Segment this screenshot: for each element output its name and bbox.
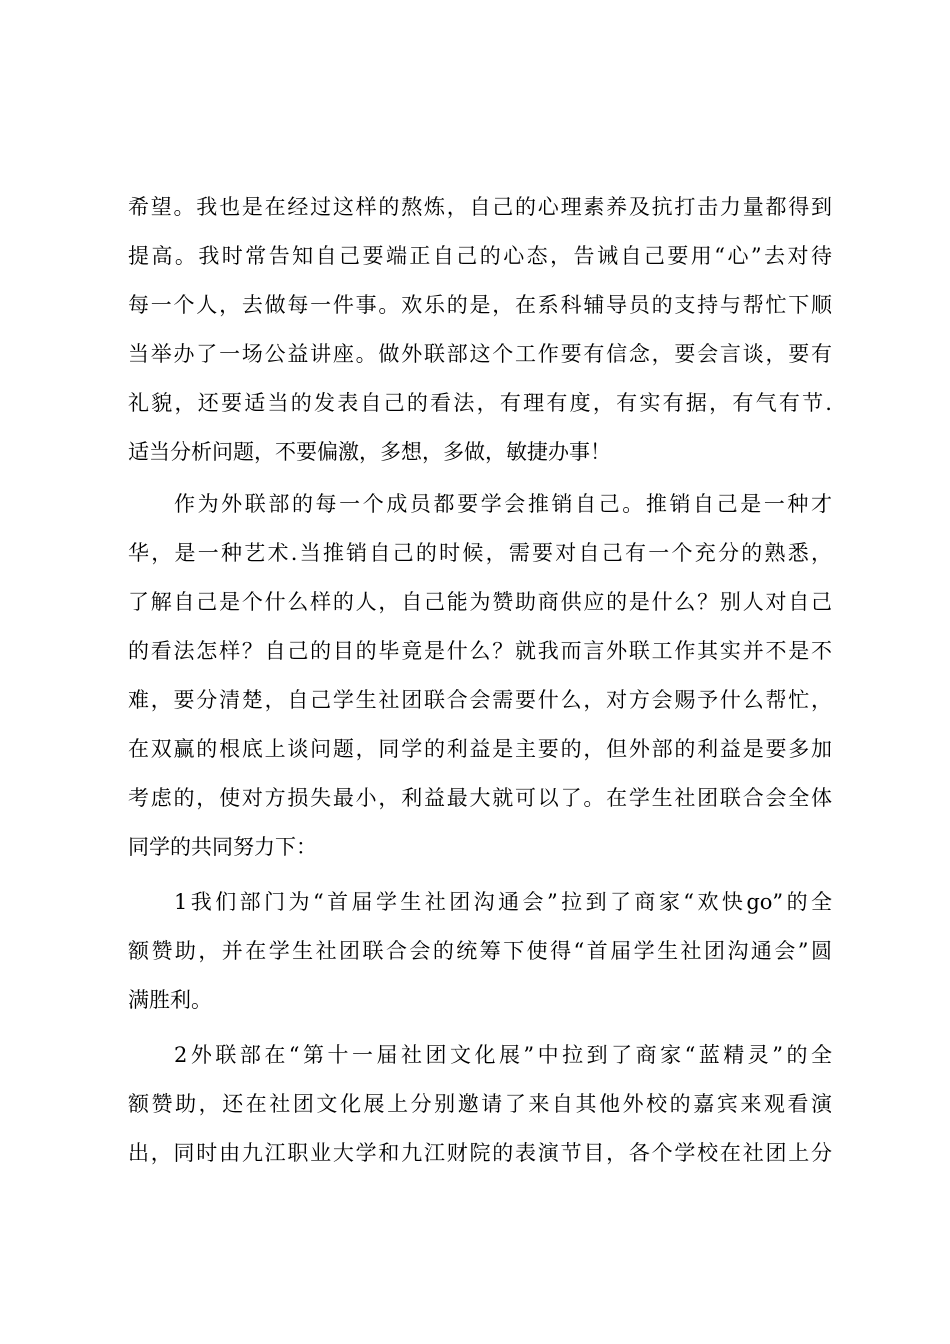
paragraph-2-line-3: 了解自己是个什么样的人，自己能为赞助商供应的是什么？别人对自己 bbox=[128, 590, 832, 614]
paragraph-3-line-1: 1我们部门为“首届学生社团沟通会”拉到了商家“欢快go”的全 bbox=[174, 890, 832, 914]
paragraph-2-line-1: 作为外联部的每一个成员都要学会推销自己。推销自己是一种才 bbox=[174, 492, 832, 516]
paragraph-3-line-3: 满胜利。 bbox=[128, 988, 212, 1012]
paragraph-1-line-3: 每一个人，去做每一件事。欢乐的是，在系科辅导员的支持与帮忙下顺 bbox=[128, 293, 832, 317]
paragraph-2-line-2: 华，是一种艺术.当推销自己的时候，需要对自己有一个充分的熟悉， bbox=[128, 541, 832, 565]
paragraph-2-line-4: 的看法怎样？自己的目的毕竟是什么？就我而言外联工作其实并不是不 bbox=[128, 639, 832, 663]
paragraph-1-line-6: 适当分析问题，不要偏激，多想，多做，敏捷办事！ bbox=[128, 440, 611, 464]
paragraph-4-line-1: 2外联部在“第十一届社团文化展”中拉到了商家“蓝精灵”的全 bbox=[174, 1043, 832, 1067]
paragraph-2-line-6: 在双赢的根底上谈问题，同学的利益是主要的，但外部的利益是要多加 bbox=[128, 737, 832, 761]
paragraph-2-line-5: 难，要分清楚，自己学生社团联合会需要什么，对方会赐予什么帮忙， bbox=[128, 688, 832, 712]
paragraph-2-line-8: 同学的共同努力下： bbox=[128, 835, 317, 859]
paragraph-4-line-3: 出，同时由九江职业大学和九江财院的表演节目，各个学校在社团上分 bbox=[128, 1141, 832, 1165]
paragraph-2-line-7: 考虑的，使对方损失最小，利益最大就可以了。在学生社团联合会全体 bbox=[128, 786, 832, 810]
paragraph-1-line-1: 希望。我也是在经过这样的熬炼，自己的心理素养及抗打击力量都得到 bbox=[128, 195, 832, 219]
paragraph-3-line-2: 额赞助，并在学生社团联合会的统筹下使得“首届学生社团沟通会”圆 bbox=[128, 939, 832, 963]
paragraph-1-line-4: 当举办了一场公益讲座。做外联部这个工作要有信念，要会言谈，要有 bbox=[128, 342, 832, 366]
paragraph-4-line-2: 额赞助，还在社团文化展上分别邀请了来自其他外校的嘉宾来观看演 bbox=[128, 1092, 832, 1116]
paragraph-1-line-5: 礼貌，还要适当的发表自己的看法，有理有度，有实有据，有气有节. bbox=[128, 391, 832, 415]
paragraph-1-line-2: 提高。我时常告知自己要端正自己的心态，告诫自己要用“心”去对待 bbox=[128, 244, 832, 268]
